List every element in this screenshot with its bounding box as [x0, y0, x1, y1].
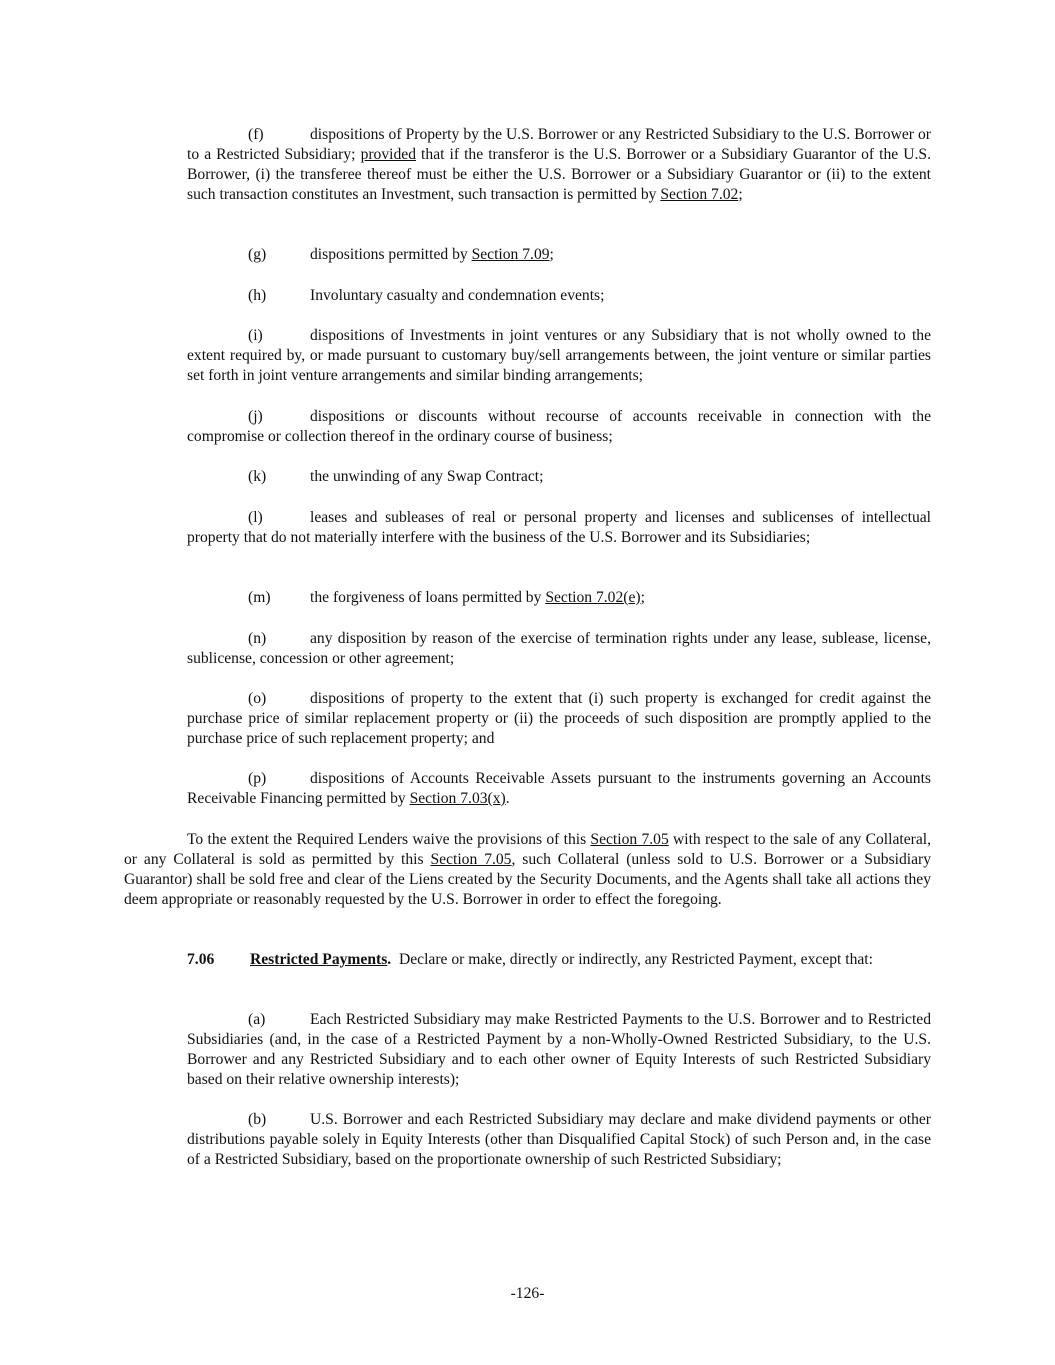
clause-label: (l)	[248, 509, 263, 526]
clause-label: (i)	[248, 327, 263, 344]
clause-h: (h) Involuntary casualty and condemnation events;	[187, 286, 931, 306]
clause-o: (o) dispositions of property to the extent that (i) such property is exchanged for credit against the purchase price of similar replacement property or (ii) the proceeds of such disposition are promptly applied to the purchase price of such replacement property; and	[187, 690, 931, 747]
clause-label: (o)	[248, 690, 267, 707]
clause-b: (b) U.S. Borrower and each Restricted Subsidiary may declare and make dividend payments or other distributions payable solely in Equity Interests (other than Disqualified Capital Stock) of such Person and, in the case of a Restricted Subsidiary, based on the proportionate ownership of such Restricted Subsidiary;	[187, 1111, 931, 1168]
clause-l: (l) leases and subleases of real or personal property and licenses and sublicenses of intellectual property that do not materially interfere with the business of the U.S. Borrower and its Subsidiaries;	[187, 509, 931, 546]
clause-i: (i) dispositions of Investments in joint ventures or any Subsidiary that is not wholly owned to the extent required by, or made pursuant to customary buy/sell arrangements between, the joint venture or similar parties set forth in joint venture arrangements and similar binding arrangements;	[187, 327, 931, 384]
clause-label: (a)	[248, 1011, 266, 1028]
clause-label: (p)	[248, 770, 267, 787]
section-reference: Section 7.05	[430, 851, 512, 868]
page-number: -126-	[510, 1285, 545, 1302]
section-reference: Section 7.02	[660, 186, 739, 203]
clause-label: (k)	[248, 468, 267, 485]
provided-term: provided	[360, 146, 416, 163]
closing-paragraph: To the extent the Required Lenders waive the provisions of this Section 7.05 with respect to the sale of any Collateral, or any Collateral is sold as permitted by this Section 7.05, such Collateral (unless sold to U.S. Borrower or a Subsidiary Guarantor) shall be sold free and clear of the Liens created by the Security Documents, and the Agents shall take all actions they deem appropriate or reasonably requested by the U.S. Borrower in order to effect the foregoing.	[124, 831, 932, 908]
clause-g: (g) dispositions permitted by Section 7.09;	[187, 245, 931, 265]
section-reference: Section 7.09	[471, 246, 550, 263]
clause-label: (j)	[248, 408, 263, 425]
clause-a: (a) Each Restricted Subsidiary may make Restricted Payments to the U.S. Borrower and to Restricted Subsidiaries (and, in the case of a Restricted Payment by a non-Wholly-Owned Restricted Subsidiary, to the U.S. Borrower and any Restricted Subsidiary and to each other owner of Equity Interests of such Restricted Subsidiary based on their relative ownership interests);	[187, 1011, 931, 1088]
section-number: 7.06	[187, 951, 215, 968]
clause-j: (j) dispositions or discounts without recourse of accounts receivable in connection with the compromise or collection thereof in the ordinary course of business;	[187, 408, 931, 445]
clause-label: (m)	[248, 589, 271, 606]
clause-label: (g)	[248, 246, 267, 263]
clause-n: (n) any disposition by reason of the exercise of termination rights under any lease, sublease, license, sublicense, concession or other agreement;	[187, 630, 931, 667]
clause-label: (h)	[248, 287, 267, 304]
clause-label: (f)	[248, 126, 264, 143]
clause-f: (f) dispositions of Property by the U.S. Borrower or any Restricted Subsidiary to the U.S. Borrower or to a Restricted Subsidiary; provided that if the transferor is the U.S. Borrower or a Subsidiary Guarantor of the U.S. Borrower, (i) the transferee thereof must be either the U.S. Borrower or a Subsidiary Guarantor or (ii) to the extent such transaction constitutes an Investment, such transaction is permitted by Section 7.02;	[187, 126, 932, 203]
clause-label: (b)	[248, 1111, 267, 1128]
clause-p: (p) dispositions of Accounts Receivable Assets pursuant to the instruments governing an Accounts Receivable Financing permitted by Section 7.03(x).	[187, 770, 931, 807]
section-reference: Section 7.02(e)	[545, 589, 641, 606]
clause-k: (k) the unwinding of any Swap Contract;	[187, 467, 931, 487]
clause-label: (n)	[248, 630, 267, 647]
section-heading-7-06: 7.06 Restricted Payments. Declare or make, directly or indirectly, any Restricted Payment, except that:	[187, 951, 873, 968]
section-title: Restricted Payments	[250, 951, 388, 968]
section-reference: Section 7.03(x)	[409, 790, 506, 807]
clause-m: (m) the forgiveness of loans permitted by Section 7.02(e);	[187, 588, 931, 608]
section-reference: Section 7.05	[590, 831, 669, 848]
